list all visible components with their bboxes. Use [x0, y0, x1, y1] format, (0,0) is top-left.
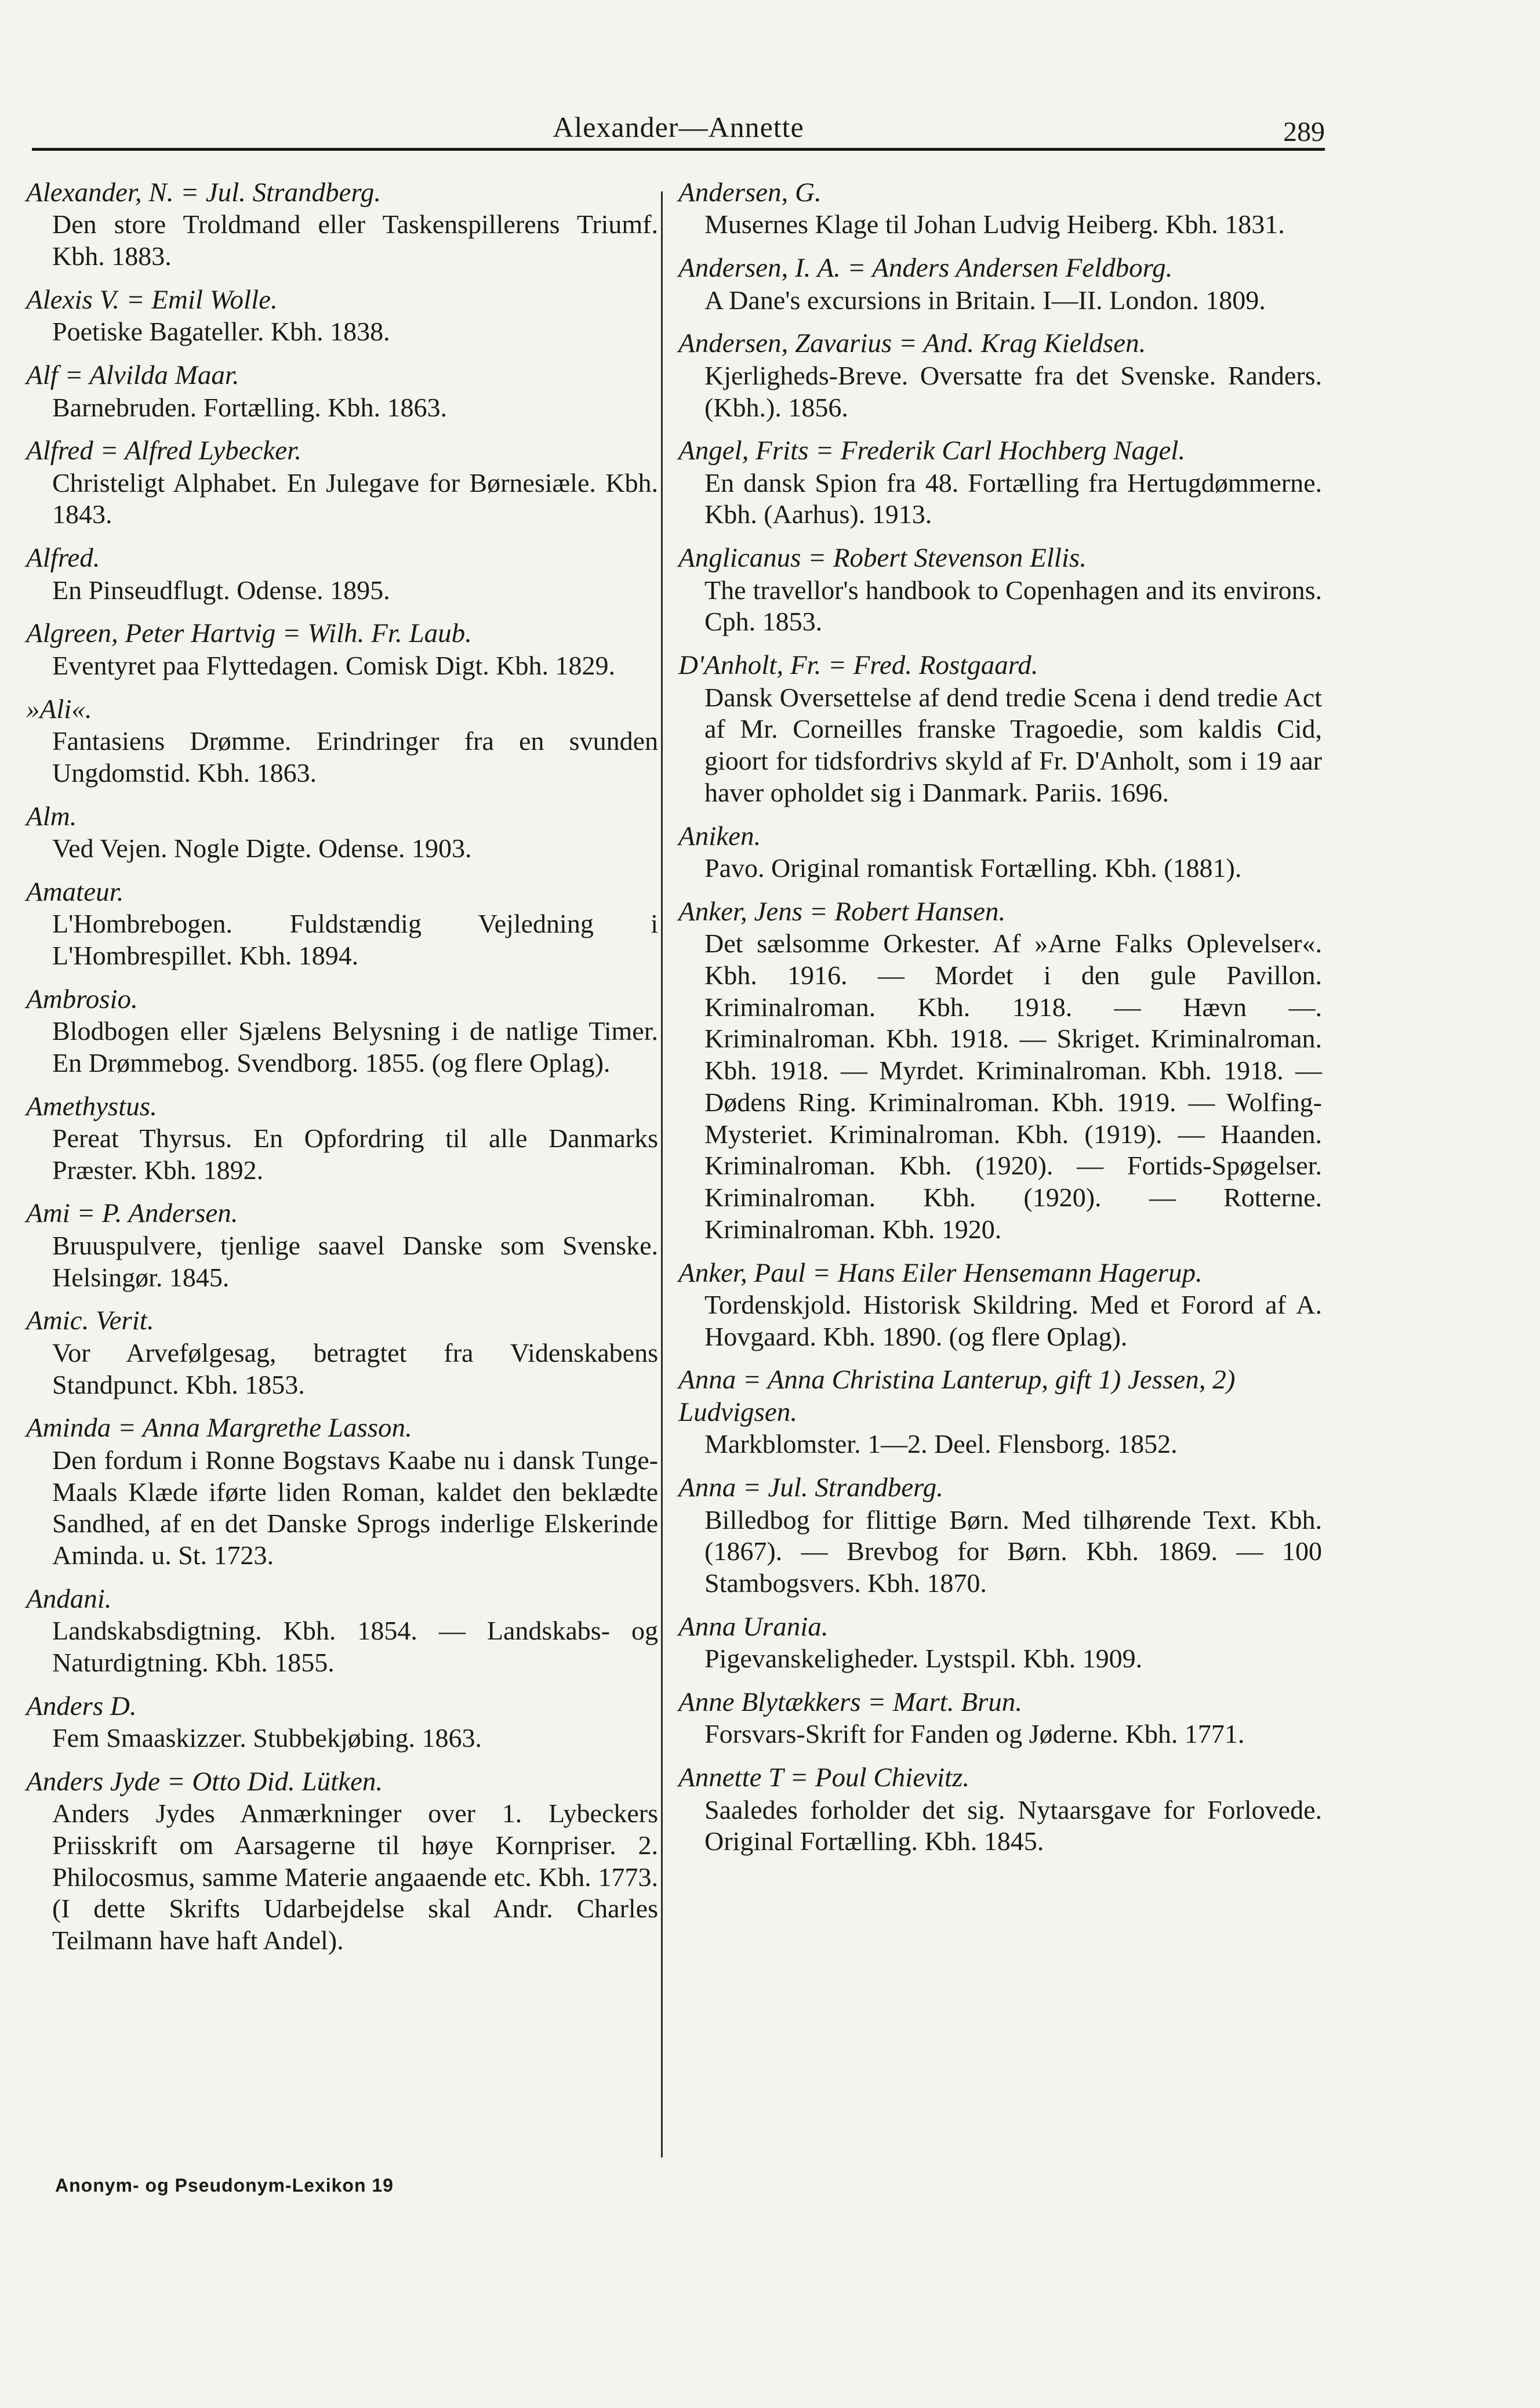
entry-body: Eventyret paa Flyttedagen. Comisk Digt. Kbh. 1829. — [52, 650, 615, 680]
entry — [26, 1691, 658, 1754]
entry-body: En Pinseudflugt. Odense. 1895. — [52, 575, 390, 605]
entry — [678, 1611, 1322, 1675]
entry-head: Andani. — [26, 1583, 112, 1614]
entry-body: Landskabsdigtning. Kbh. 1854. — Landskabs- og Naturdigtning. Kbh. 1855. — [52, 1616, 658, 1677]
entry-head: Anglicanus = Robert Stevenson Ellis. — [678, 543, 1087, 574]
page-number: 289 — [1283, 117, 1325, 147]
entry-head: Alm. — [26, 801, 77, 832]
entry-body: Pereat Thyrsus. En Opfordring til alle Danmarks Præster. Kbh. 1892. — [52, 1123, 658, 1185]
entry-head: Anna Urania. — [678, 1611, 829, 1642]
entry — [678, 821, 1322, 884]
entry — [26, 177, 658, 273]
entry-head: Angel, Frits = Frederik Carl Hochberg Nagel. — [678, 436, 1186, 466]
entry — [678, 1257, 1322, 1353]
entry — [26, 1412, 658, 1571]
entry — [26, 1091, 658, 1187]
entry-body: Tordenskjold. Historisk Skildring. Med et Forord af A. Hovgaard. Kbh. 1890. (og flere Oplag). — [704, 1289, 1322, 1351]
entry-body: Markblomster. 1—2. Deel. Flensborg. 1852. — [704, 1429, 1178, 1459]
right-column — [678, 177, 1322, 1869]
entry-body: Den store Troldmand eller Taskenspillerens Triumf. Kbh. 1883. — [52, 209, 658, 271]
entry-head: Amateur. — [26, 876, 124, 907]
entry — [26, 360, 658, 423]
entry — [678, 1472, 1322, 1600]
entry-body: A Dane's excursions in Britain. I—II. London. 1809. — [704, 285, 1266, 315]
entry-body: Poetiske Bagateller. Kbh. 1838. — [52, 317, 390, 347]
entry-head: Alfred = Alfred Lybecker. — [26, 436, 302, 466]
entry — [26, 876, 658, 972]
entry-head: Amic. Verit. — [26, 1305, 154, 1336]
entry — [678, 1762, 1322, 1858]
entry — [678, 435, 1322, 531]
entry-head: D'Anholt, Fr. = Fred. Rostgaard. — [678, 650, 1038, 681]
entry-body: Fem Smaaskizzer. Stubbekjøbing. 1863. — [52, 1723, 482, 1753]
entry — [26, 284, 658, 348]
entry-body: Christeligt Alphabet. En Julegave for Børnesiæle. Kbh. 1843. — [52, 467, 658, 530]
entry — [26, 984, 658, 1079]
column-divider — [661, 191, 663, 2157]
entry-head: Anker, Paul = Hans Eiler Hensemann Hagerup. — [678, 1257, 1203, 1288]
entry-body: Blodbogen eller Sjælens Belysning i de natlige Timer. En Drømmebog. Svendborg. 1855. (og flere Oplag). — [52, 1016, 658, 1078]
entry — [26, 1198, 658, 1293]
entry-head: Alexis V. = Emil Wolle. — [26, 284, 278, 315]
entry-head: Anders D. — [26, 1691, 137, 1721]
signature-mark: Anonym- og Pseudonym-Lexikon 19 — [55, 2175, 394, 2196]
entry — [26, 542, 658, 606]
entry — [26, 694, 658, 789]
entry-body: Forsvars-Skrift for Fanden og Jøderne. Kbh. 1771. — [704, 1719, 1245, 1749]
entry — [678, 542, 1322, 638]
entry-head: Amethystus. — [26, 1091, 157, 1122]
entry-head: Aniken. — [678, 821, 761, 851]
entry-head: Andersen, Zavarius = And. Krag Kieldsen. — [678, 328, 1146, 359]
entry-body: Ved Vejen. Nogle Digte. Odense. 1903. — [52, 833, 472, 863]
entry-head: Anna = Anna Christina Lanterup, gift 1) Jessen, 2) Ludvigsen. — [678, 1365, 1236, 1427]
entry — [678, 252, 1322, 316]
left-column — [26, 177, 658, 1968]
entry-head: Andersen, G. — [678, 177, 822, 208]
entry-head: Ami = P. Andersen. — [26, 1198, 238, 1229]
header-title: Alexander—Annette — [553, 111, 804, 143]
entry-body: L'Hombrebogen. Fuldstændig Vejledning i L'Hombrespillet. Kbh. 1894. — [52, 909, 658, 970]
entry-body: Dansk Oversettelse af dend tredie Scena i dend tredie Act af Mr. Corneilles franske Tragoedie, som kaldis Cid, gioort for tidsfordrivs skyld af Fr. D'Anholt, som i 19 aar haver opholdet sig i Danmark. Pariis. 1696. — [704, 682, 1322, 807]
entry-body: En dansk Spion fra 48. Fortælling fra Hertugdømmerne. Kbh. (Aarhus). 1913. — [704, 467, 1322, 530]
entry-body: Musernes Klage til Johan Ludvig Heiberg. Kbh. 1831. — [704, 209, 1285, 240]
entry-head: Anne Blytækkers = Mart. Brun. — [678, 1687, 1022, 1717]
entry-body: Vor Arvefølgesag, betragtet fra Videnskabens Standpunct. Kbh. 1853. — [52, 1337, 658, 1399]
entry — [678, 328, 1322, 423]
header-rule — [32, 148, 1325, 151]
entry-head: Anker, Jens = Robert Hansen. — [678, 896, 1006, 927]
entry — [26, 801, 658, 865]
entry — [26, 1305, 658, 1401]
entry-body: Bruuspulvere, tjenlige saavel Danske som Svenske. Helsingør. 1845. — [52, 1230, 658, 1292]
entry — [678, 1364, 1322, 1460]
entry-body: Barnebruden. Fortælling. Kbh. 1863. — [52, 392, 447, 422]
entry — [26, 1766, 658, 1957]
running-header — [32, 110, 1325, 145]
entry — [678, 896, 1322, 1246]
entry — [678, 177, 1322, 241]
entry-body: Saaledes forholder det sig. Nytaarsgave for Forlovede. Original Fortælling. Kbh. 1845. — [704, 1794, 1322, 1856]
entry-body: Fantasiens Drømme. Erindringer fra en svunden Ungdomstid. Kbh. 1863. — [52, 726, 658, 788]
entry-body: Billedbog for flittige Børn. Med tilhørende Text. Kbh. (1867). — Brevbog for Børn. Kbh. 1869. — 100 Stambogsvers. Kbh. 1870. — [704, 1504, 1322, 1598]
entry-body: Pigevanskeligheder. Lystspil. Kbh. 1909. — [704, 1644, 1143, 1674]
entry-head: Alf = Alvilda Maar. — [26, 360, 239, 391]
entry-body: The travellor's handbook to Copenhagen and its environs. Cph. 1853. — [704, 575, 1322, 637]
entry-head: »Ali«. — [26, 694, 92, 724]
entry — [678, 1687, 1322, 1750]
entry-body: Pavo. Original romantisk Fortælling. Kbh. (1881). — [704, 853, 1242, 883]
entry — [26, 1583, 658, 1679]
entry-head: Anna = Jul. Strandberg. — [678, 1473, 943, 1503]
entry-head: Algreen, Peter Hartvig = Wilh. Fr. Laub. — [26, 618, 472, 649]
entry — [678, 650, 1322, 808]
entry-body: Det sælsomme Orkester. Af »Arne Falks Oplevelser«. Kbh. 1916. — Mordet i den gule Pavillon. Kriminalroman. Kbh. 1918. — Hævn —. Kriminalroman. Kbh. 1918. — Skriget. Kriminalroman. Kbh. 1918. — Myrdet. Kriminalroman. Kbh. 1918. — Dødens Ring. Kriminalroman. Kbh. 1919. — Wolfing-Mysteriet. Kriminalroman. Kbh. (1919). — Haanden. Kriminalroman. Kbh. (1920). — Fortids-Spøgelser. Kriminalroman. Kbh. (1920). — Rotterne. Kriminalroman. Kbh. 1920. — [704, 929, 1322, 1244]
entry-head: Alexander, N. = Jul. Strandberg. — [26, 177, 382, 208]
entry — [26, 435, 658, 531]
entry-head: Anders Jyde = Otto Did. Lütken. — [26, 1766, 383, 1797]
entry-head: Ambrosio. — [26, 984, 138, 1014]
entry-body: Den fordum i Ronne Bogstavs Kaabe nu i dansk Tunge-Maals Klæde iførte liden Roman, kaldet den beklædte Sandhed, af en det Danske Sprogs inderlige Elskerinde Aminda. u. St. 1723. — [52, 1445, 658, 1570]
entry-body: Kjerligheds-Breve. Oversatte fra det Svenske. Randers. (Kbh.). 1856. — [704, 360, 1322, 422]
entry-head: Aminda = Anna Margrethe Lasson. — [26, 1413, 412, 1444]
entry-head: Alfred. — [26, 543, 100, 574]
entry-head: Annette T = Poul Chievitz. — [678, 1763, 970, 1793]
entry-head: Andersen, I. A. = Anders Andersen Feldborg. — [678, 253, 1173, 284]
entry-body: Anders Jydes Anmærkninger over 1. Lybeckers Priisskrift om Aarsagerne til høye Kornpriser. 2. Philocosmus, samme Materie angaaende etc. Kbh. 1773. (I dette Skrifts Udarbejdelse skal Andr. Charles Teilmann have haft Andel). — [52, 1798, 658, 1956]
entry — [26, 618, 658, 681]
